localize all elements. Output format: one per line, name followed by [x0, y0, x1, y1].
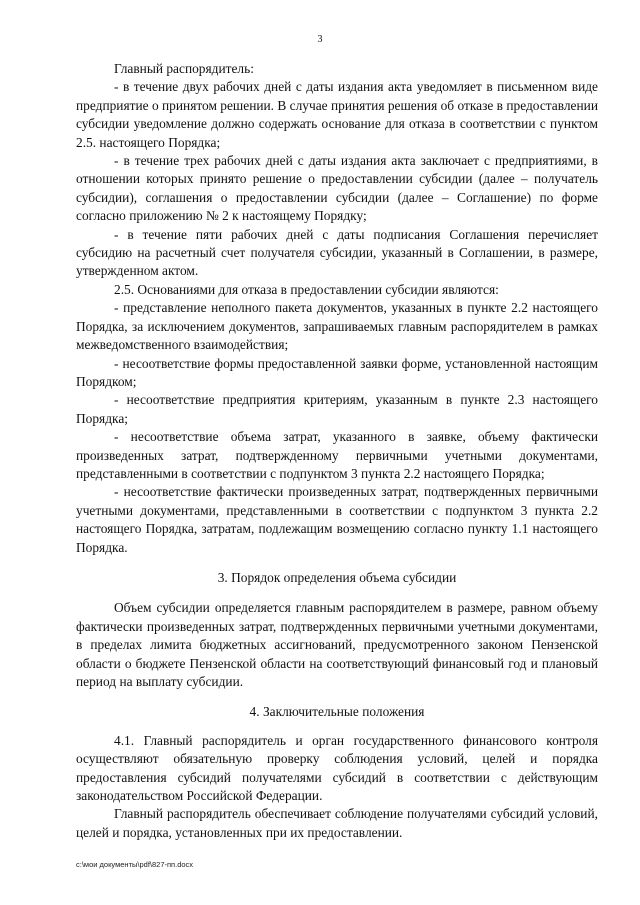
- section-4-title: 4. Заключительные положения: [249, 704, 425, 720]
- document-body: [76, 60, 598, 842]
- page-number: 3: [317, 34, 323, 45]
- paragraph: Главный распорядитель:: [114, 61, 254, 76]
- paragraph: - несоответствие объема затрат, указанного в заявке, объему фактически произведенных затрат, подтвержденному первичными учетными документами, представленными в соответствии с подпунктом 3 пункта 2.2 настоящего Порядка;: [76, 429, 598, 481]
- section-3-text: Объем субсидии определяется главным распорядителем в размере, равном объему фактически произведенных затрат, подтвержденных первичными учетными документами, в пределах лимита бюджетных ассигнований, предусмотренного законом Пензенской области о бюджете Пензенской области на соответствующий финансовый год и плановый период на выплату субсидии.: [76, 600, 598, 689]
- paragraph: - в течение трех рабочих дней с даты издания акта заключает с предприятиями, в отношении которых принято решение о предоставлении субсидии (далее – получатель субсидии), соглашения о предоставлении субсидии (далее – Соглашение) по форме согласно приложению № 2 к настоящему Порядку;: [76, 153, 598, 224]
- paragraph: - несоответствие фактически произведенных затрат, подтвержденных первичными учетными документами, представленными в соответствии с подпунктом 3 пункта 2.2 настоящего Порядка, затратам, подлежащим возмещению согласно пункту 1.1 настоящего Порядка.: [76, 484, 598, 555]
- paragraph: Главный распорядитель обеспечивает соблюдение получателями субсидий условий, целей и порядка, установленных при их предоставлении.: [76, 806, 598, 840]
- paragraph: 4.1. Главный распорядитель и орган государственного финансового контроля осуществляют обязательную проверку соблюдения условий, целей и порядка предоставления субсидий получателями субсидий в соответствии с действующим законодательством Российской Федерации.: [76, 732, 598, 804]
- paragraph: - несоответствие формы предоставленной заявки форме, установленной настоящим Порядком;: [76, 355, 598, 389]
- section-3-title: 3. Порядок определения объема субсидии: [217, 569, 457, 585]
- paragraph: - в течение двух рабочих дней с даты издания акта уведомляет в письменном виде предприятие о принятом решении. В случае принятия решения об отказе в предоставлении субсидии уведомление должно содержать основание для отказа в соответствии с пунктом 2.5. настоящего Порядка;: [76, 79, 598, 150]
- paragraph: - несоответствие предприятия критериям, указанным в пункте 2.3 настоящего Порядка;: [76, 392, 598, 426]
- paragraph: - в течение пяти рабочих дней с даты подписания Соглашения перечисляет субсидию на расчетный счет получателя субсидии, указанный в Соглашении, в размере, утвержденном актом.: [76, 226, 598, 279]
- file-path-footer: c:\мои документы\pdf\827-пп.docx: [76, 860, 194, 869]
- paragraph: 2.5. Основаниями для отказа в предоставлении субсидии являются:: [114, 281, 499, 297]
- paragraph: - представление неполного пакета документов, указанных в пункте 2.2 настоящего Порядка, за исключением документов, запрашиваемых главным распорядителем в рамках межведомственного взаимодействия;: [76, 300, 598, 353]
